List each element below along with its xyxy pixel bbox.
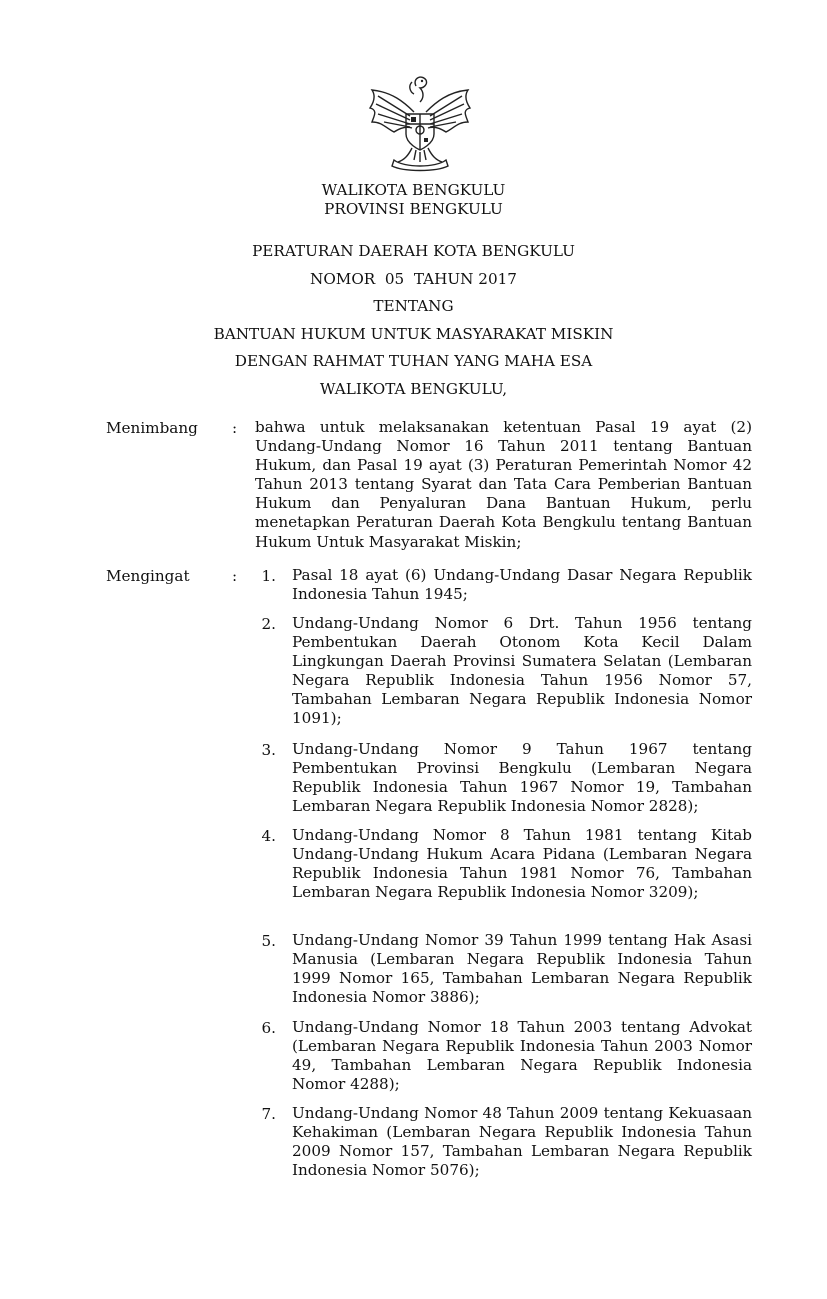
regulation-number: NOMOR 05 TAHUN 2017 xyxy=(310,270,517,288)
list-item-number: 3. xyxy=(261,741,276,759)
authority: WALIKOTA BENGKULU, xyxy=(319,380,508,398)
list-item: Undang-Undang Nomor 48 Tahun 2009 tentang Kekuasaan Kehakiman (Lembaran Negara Republik Indonesia Tahun 2009 Nomor 157, Tambahan Lembaran Negara Republik Indonesia Nomor 5076); xyxy=(292,1104,752,1180)
list-item-number: 6. xyxy=(261,1019,276,1037)
menimbang-text: bahwa untuk melaksanakan ketentuan Pasal 19 ayat (2) Undang-Undang Nomor 16 Tahun 2011 tentang Bantuan Hukum, dan Pasal 19 ayat (3) Peraturan Pemerintah Nomor 42 Tahun 2013 tentang Syarat dan Tata Cara Pemberian Bantuan Hukum dan Penyaluran Dana Bantuan Hukum, perlu menetapkan Peraturan Daerah Kota Bengkulu tentang Bantuan Hukum Untuk Masyarakat Miskin; xyxy=(255,418,752,551)
mengingat-label: Mengingat xyxy=(106,567,190,585)
list-item: Undang-Undang Nomor 6 Drt. Tahun 1956 tentang Pembentukan Daerah Otonom Kota Kecil Dalam Lingkungan Daerah Provinsi Sumatera Selatan (Lembaran Negara Republik Indonesia Tahun 1956 Nomor 57, Tambahan Lembaran Negara Republik Indonesia Nomor 1091); xyxy=(292,614,752,728)
list-item-number: 2. xyxy=(261,615,276,633)
office-title: WALIKOTA BENGKULU xyxy=(321,181,506,199)
list-item-number: 1. xyxy=(261,567,276,585)
regulation-type: PERATURAN DAERAH KOTA BENGKULU xyxy=(252,242,575,260)
menimbang-label: Menimbang xyxy=(106,419,198,437)
list-item: Undang-Undang Nomor 9 Tahun 1967 tentang Pembentukan Provinsi Bengkulu (Lembaran Negara Republik Indonesia Tahun 1967 Nomor 19, Tambahan Lembaran Negara Republik Indonesia Nomor 2828); xyxy=(292,740,752,816)
list-item: Undang-Undang Nomor 8 Tahun 1981 tentang Kitab Undang-Undang Hukum Acara Pidana (Lembaran Negara Republik Indonesia Tahun 1981 Nomor 76, Tambahan Lembaran Negara Republik Indonesia Nomor 3209); xyxy=(292,826,752,902)
province-title: PROVINSI BENGKULU xyxy=(324,200,503,218)
list-item: Undang-Undang Nomor 39 Tahun 1999 tentang Hak Asasi Manusia (Lembaran Negara Republik Indonesia Tahun 1999 Nomor 165, Tambahan Lembaran Negara Republik Indonesia Nomor 3886); xyxy=(292,931,752,1007)
list-item: Pasal 18 ayat (6) Undang-Undang Dasar Negara Republik Indonesia Tahun 1945; xyxy=(292,566,752,604)
garuda-emblem xyxy=(364,72,476,172)
list-item-number: 5. xyxy=(261,932,276,950)
about-heading: TENTANG xyxy=(373,297,454,315)
menimbang-colon: : xyxy=(232,419,238,437)
regulation-subject: BANTUAN HUKUM UNTUK MASYARAKAT MISKIN xyxy=(213,325,614,343)
mengingat-colon: : xyxy=(232,567,238,585)
list-item-number: 4. xyxy=(261,827,276,845)
invocation: DENGAN RAHMAT TUHAN YANG MAHA ESA xyxy=(234,352,593,370)
list-item-number: 7. xyxy=(261,1105,276,1123)
list-item: Undang-Undang Nomor 18 Tahun 2003 tentang Advokat (Lembaran Negara Republik Indonesia Tahun 2003 Nomor 49, Tambahan Lembaran Negara Republik Indonesia Nomor 4288); xyxy=(292,1018,752,1094)
